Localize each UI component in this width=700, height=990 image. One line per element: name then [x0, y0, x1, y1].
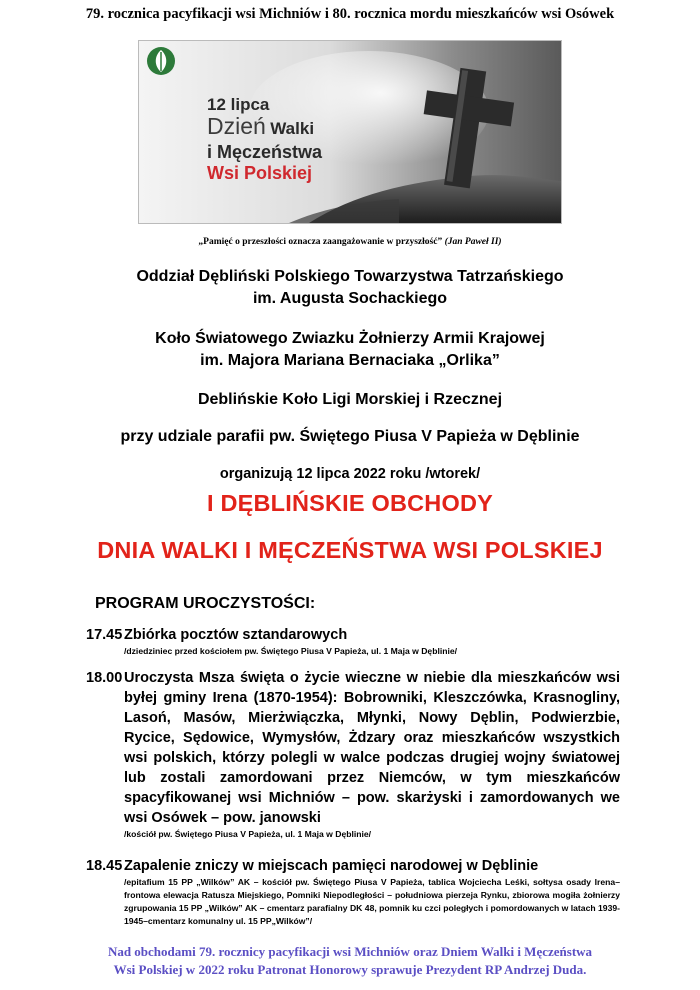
program-item-text: Uroczysta Msza święta o życie wieczne w niebie dla mieszkańców wsi byłej gminy Irena (1870-1954): Bobrowniki, Kleszczówka, Krasnogliny, Lasoń, Masów, Mierżwiączka, Młynki, Nowy Dęblin, Podwierzbie, Rycice, Sędowice, Wymysłów, Żdzary oraz mieszkańców wszystkich wsi polskich, którzy polegli w walce podczas drugiej wojny światowej lub zostali zamordowani przez Niemców, w tym mieszkańców spacyfikowanej wsi Michniów – pow. skarżyski i zamordowanych we wsi Osówek – pow. janowski	[124, 670, 620, 826]
program-item-time: 17.45	[86, 627, 123, 643]
organizer-ptt	[0, 266, 700, 310]
quote-author: (Jan Paweł II)	[444, 237, 502, 247]
event-title-line2: DNIA WALKI I MĘCZEŃSTWA WSI POLSKIEJ	[97, 537, 603, 563]
logo-icon	[147, 47, 175, 75]
commemoration-banner	[138, 40, 562, 224]
organizer-ak-line1: Koło Światowego Zwiazku Żołnierzy Armii Krajowej	[155, 330, 545, 347]
footer-line1: Nad obchodami 79. rocznicy pacyfikacji wsi Michniów oraz Dniem Walki i Męczeństwa	[107, 944, 593, 959]
program-item-text: Zapalenie zniczy w miejscach pamięci narodowej w Dęblinie	[124, 858, 539, 874]
banner-graphic	[139, 41, 561, 223]
date-line: organizują 12 lipca 2022 roku /wtorek/	[219, 466, 481, 482]
program-item-note: /epitafium 15 PP „Wilków” AK – kościół pw. Świętego Piusa V Papieża, tablica Wojciecha Leśki, sołtysa osady Irena– frontowa elewacja Ratusza Miejskiego, Pomniki Niepodległości – południowa pierzeja Rynku, zbiorowa mogiła żołnierzy zgrupowania 15 PP „Wilków” AK – cmentarz parafialny DK 48, pomnik ku czci poległych i pomordowanych w latach 1939-1945–cmentarz komunalny ul. 15 PP„Wilków”/	[124, 877, 620, 926]
program-item-time: 18.45	[86, 858, 123, 874]
banner-day-word: Dzień	[207, 113, 266, 139]
program-item-note: /dziedziniec przed kościołem pw. Świętego Piusa V Papieża, ul. 1 Maja w Dęblinie/	[124, 646, 458, 656]
program-item-text: Zbiórka pocztów sztandarowych	[124, 627, 348, 643]
organizer-ak	[0, 328, 700, 372]
footer-patronage	[0, 943, 700, 979]
footer-line2: Wsi Polskiej w 2022 roku Patronat Honorowy sprawuje Prezydent RP Andrzej Duda.	[113, 962, 587, 977]
banner-text	[207, 95, 322, 184]
quote-text: „Pamięć o przeszłości oznacza zaangażowanie w przyszłość”	[198, 237, 443, 247]
banner-meczenstwa: i Męczeństwa	[207, 142, 323, 162]
organizer-ak-line2: im. Majora Mariana Bernaciaka „Orlika”	[200, 352, 500, 369]
organizer-lmir: Deblińskie Koło Ligi Morskiej i Rzecznej	[197, 391, 503, 408]
program-item-time: 18.00	[86, 670, 123, 686]
banner-wsi-polskiej: Wsi Polskiej	[207, 163, 313, 183]
banner-walki-word: Walki	[270, 119, 315, 138]
event-title-line1: I DĘBLIŃSKIE OBCHODY	[206, 490, 494, 516]
program-item	[86, 668, 620, 841]
organizer-ptt-line1: Oddział Dębliński Polskiego Towarzystwa Tatrzańskiego	[136, 268, 564, 285]
program-item-note: /kościół pw. Świętego Piusa V Papieża, ul. 1 Maja w Dęblinie/	[124, 829, 372, 839]
quote	[0, 237, 700, 247]
program-item	[86, 625, 620, 658]
banner-date: 12 lipca	[207, 95, 270, 114]
page-header-title: 79. rocznica pacyfikacji wsi Michniów i 80. rocznica mordu mieszkańców wsi Osówek	[85, 6, 615, 22]
program-item	[86, 856, 620, 928]
organizer-parish: przy udziale parafii pw. Świętego Piusa V Papieża w Dęblinie	[120, 428, 580, 445]
organizer-ptt-line2: im. Augusta Sochackiego	[252, 290, 448, 307]
program-heading: PROGRAM UROCZYSTOŚCI:	[95, 595, 316, 612]
